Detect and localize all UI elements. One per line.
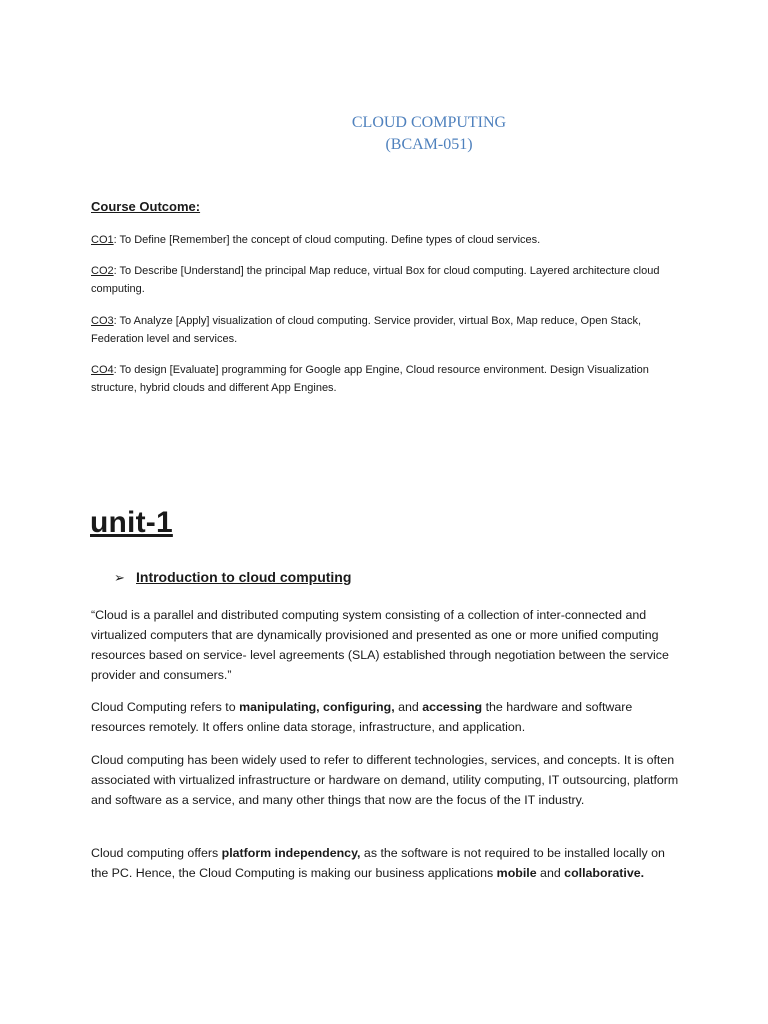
outcome-code: CO3 xyxy=(91,315,114,327)
text-run: Cloud Computing refers to xyxy=(91,700,240,714)
paragraph-definition: “Cloud is a parallel and distributed computing system consisting of a collection of inter-connected and virtualized computers that are dynamically provisioned and presented as one or more unified computing resources based on service- level agreements (SLA) established through negotiation between the service provider and consumers.” xyxy=(91,608,669,682)
bold-run: platform independency, xyxy=(221,846,361,860)
title-line-1: CLOUD COMPUTING xyxy=(351,114,507,131)
section-heading xyxy=(114,569,351,586)
paragraph-refers-to xyxy=(91,697,683,737)
outcome-code: CO4 xyxy=(91,364,114,376)
outcome-code: CO1 xyxy=(91,234,114,246)
course-outcome-2 xyxy=(91,262,691,298)
outcome-text: : To Define [Remember] the concept of cloud computing. Define types of cloud services. xyxy=(113,234,541,246)
paragraph-offers xyxy=(91,843,683,883)
course-outcome-1 xyxy=(91,231,691,249)
course-outcome-heading: Course Outcome: xyxy=(91,199,201,214)
outcome-code: CO2 xyxy=(91,265,114,277)
outcome-text: : To Analyze [Apply] visualization of cloud computing. Service provider, virtual Box, Map reduce, Open Stack, Federation level and services. xyxy=(91,315,642,345)
course-outcome-3 xyxy=(91,312,691,348)
outcome-text: : To Describe [Understand] the principal Map reduce, virtual Box for cloud computing. Layered architecture cloud computing. xyxy=(91,265,660,295)
outcome-text: : To design [Evaluate] programming for Google app Engine, Cloud resource environment. Design Visualization structure, hybrid clouds and different App Engines. xyxy=(91,364,649,394)
paragraph-usage: Cloud computing has been widely used to refer to different technologies, services, and concepts. It is often associated with virtualized infrastructure or hardware on demand, utility computing, IT outsourcing, platform and software as a service, and many other things that now are the focus of the IT industry. xyxy=(91,753,679,807)
document-title xyxy=(0,112,768,156)
bold-run: collaborative. xyxy=(564,866,645,880)
section-heading-text: Introduction to cloud computing xyxy=(136,569,352,585)
text-run: and xyxy=(394,700,423,714)
text-run: the hardware and software resources remotely. It offers online data storage, infrastructure, and application. xyxy=(91,700,633,734)
bold-run: accessing xyxy=(422,700,483,714)
text-run: Cloud computing offers xyxy=(91,846,222,860)
course-outcome-4 xyxy=(91,361,691,397)
title-line-2: (BCAM-051) xyxy=(385,136,473,153)
arrow-bullet-icon: ➢ xyxy=(114,570,125,585)
bold-run: mobile xyxy=(496,866,537,880)
unit-heading: unit-1 xyxy=(90,506,173,539)
text-run: as the software is not required to be installed locally on the PC. Hence, the Cloud Computing is making our business applications xyxy=(91,846,665,880)
bold-run: manipulating, configuring, xyxy=(239,700,395,714)
text-run: and xyxy=(536,866,565,880)
